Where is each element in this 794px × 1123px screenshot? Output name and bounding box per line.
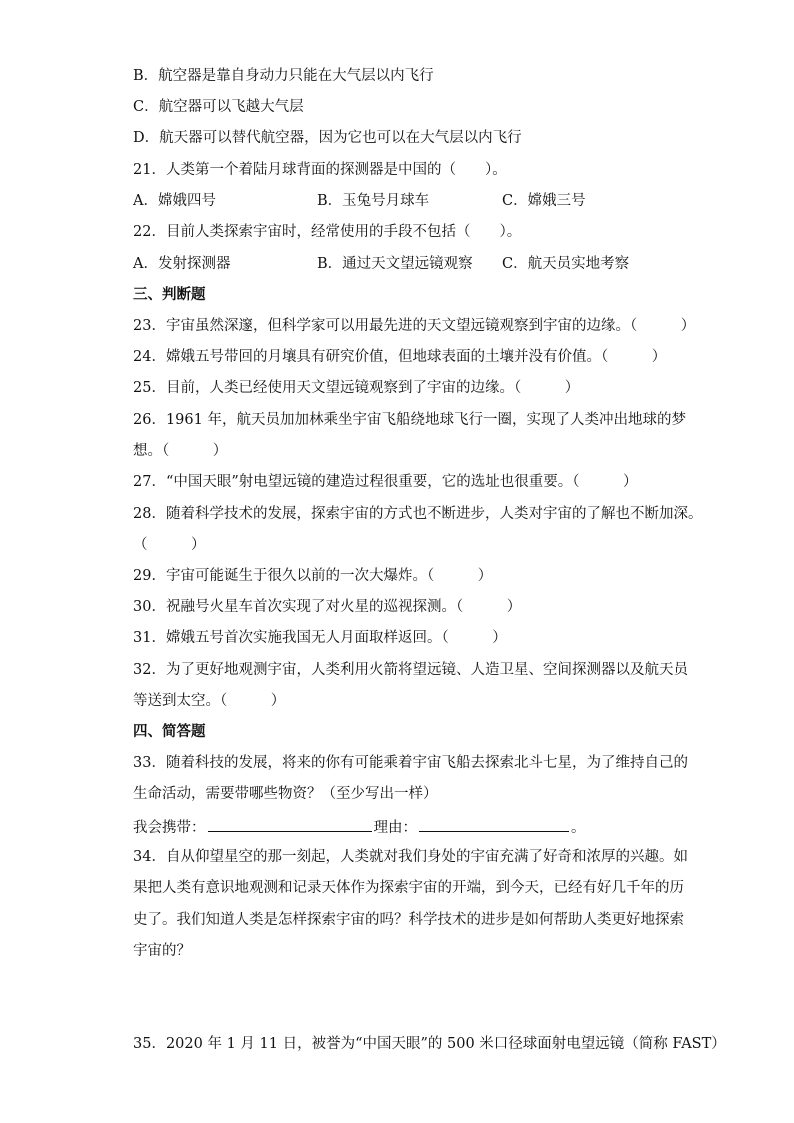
- q23: 23．宇宙虽然深邃，但科学家可以用最先进的天文望远镜观察到宇宙的边缘。（ ）: [133, 318, 696, 334]
- q35-line1: 35．2020 年 1 月 11 日，被誉为“中国天眼”的 500 米口径球面射电望远镜（简称 FAST）: [133, 1036, 726, 1052]
- q25: 25．目前，人类已经使用天文望远镜观察到了宇宙的边缘。（ ）: [133, 380, 580, 396]
- q20-option-b: B．航空器是靠自身动力只能在大气层以内飞行: [133, 68, 434, 84]
- q21-option-b: B．玉兔号月球车: [317, 193, 430, 209]
- answer-end-mark: 。: [571, 820, 586, 836]
- q22-option-a: A．发射探测器: [133, 256, 231, 272]
- q22-option-c: C．航天员实地考察: [502, 256, 630, 272]
- q21-option-c: C．嫦娥三号: [502, 193, 586, 209]
- q34-line1: 34．自从仰望星空的那一刻起，人类就对我们身处的宇宙充满了好奇和浓厚的兴趣。如: [133, 849, 688, 865]
- q28-line1: 28．随着科学技术的发展，探索宇宙的方式也不断进步，人类对宇宙的了解也不断加深。: [133, 506, 703, 522]
- q26-line2: 想。（ ）: [133, 443, 228, 459]
- q30: 30．祝融号火星车首次实现了对火星的巡视探测。（ ）: [133, 599, 522, 615]
- carry-answer-blank[interactable]: [208, 816, 372, 832]
- section-judgment-heading: 三、判断题: [133, 286, 206, 303]
- q31: 31．嫦娥五号首次实施我国无人月面取样返回。（ ）: [133, 630, 507, 646]
- q21-stem: 21．人类第一个着陆月球背面的探测器是中国的（ ）。: [133, 162, 507, 178]
- q33-answer-line: [133, 816, 673, 838]
- q21-option-a: A．嫦娥四号: [133, 193, 216, 209]
- q29: 29．宇宙可能诞生于很久以前的一次大爆炸。（ ）: [133, 568, 493, 584]
- section-short-answer-heading: 四、简答题: [133, 723, 206, 740]
- q22-option-b: B．通过天文望远镜观察: [317, 256, 473, 272]
- q28-line2: （ ）: [133, 537, 206, 553]
- q22-stem: 22．目前人类探索宇宙时，经常使用的手段不包括（ ）。: [133, 224, 522, 240]
- q34-line2: 果把人类有意识地观测和记录天体作为探索宇宙的开端，到今天，已经有好几千年的历: [133, 880, 684, 896]
- q34-line4: 宇宙的？: [133, 943, 191, 959]
- q20-option-c: C．航空器可以飞越大气层: [133, 99, 304, 115]
- q32-line1: 32．为了更好地观测宇宙，人类利用火箭将望远镜、人造卫星、空间探测器以及航天员: [133, 662, 688, 678]
- q26-line1: 26．1961 年，航天员加加林乘坐宇宙飞船绕地球飞行一圈，实现了人类冲出地球的梦: [133, 412, 686, 428]
- reason-answer-blank[interactable]: [419, 816, 569, 832]
- carry-label: 我会携带：: [133, 820, 206, 836]
- q33-line1: 33．随着科技的发展，将来的你有可能乘着宇宙飞船去探索北斗七星，为了维持自己的: [133, 755, 688, 771]
- reason-label: 理由：: [373, 820, 417, 836]
- q34-line3: 史了。我们知道人类是怎样探索宇宙的吗？科学技术的进步是如何帮助人类更好地探索: [133, 912, 684, 928]
- q24: 24．嫦娥五号带回的月壤具有研究价值，但地球表面的土壤并没有价值。（ ）: [133, 349, 667, 365]
- q33-line2: 生命活动，需要带哪些物资？（至少写出一样）: [133, 786, 438, 802]
- q32-line2: 等送到太空。（ ）: [133, 693, 286, 709]
- q20-option-d: D．航天器可以替代航空器，因为它也可以在大气层以内飞行: [133, 130, 522, 146]
- q27: 27．“中国天眼”射电望远镜的建造过程很重要，它的选址也很重要。（ ）: [133, 474, 638, 490]
